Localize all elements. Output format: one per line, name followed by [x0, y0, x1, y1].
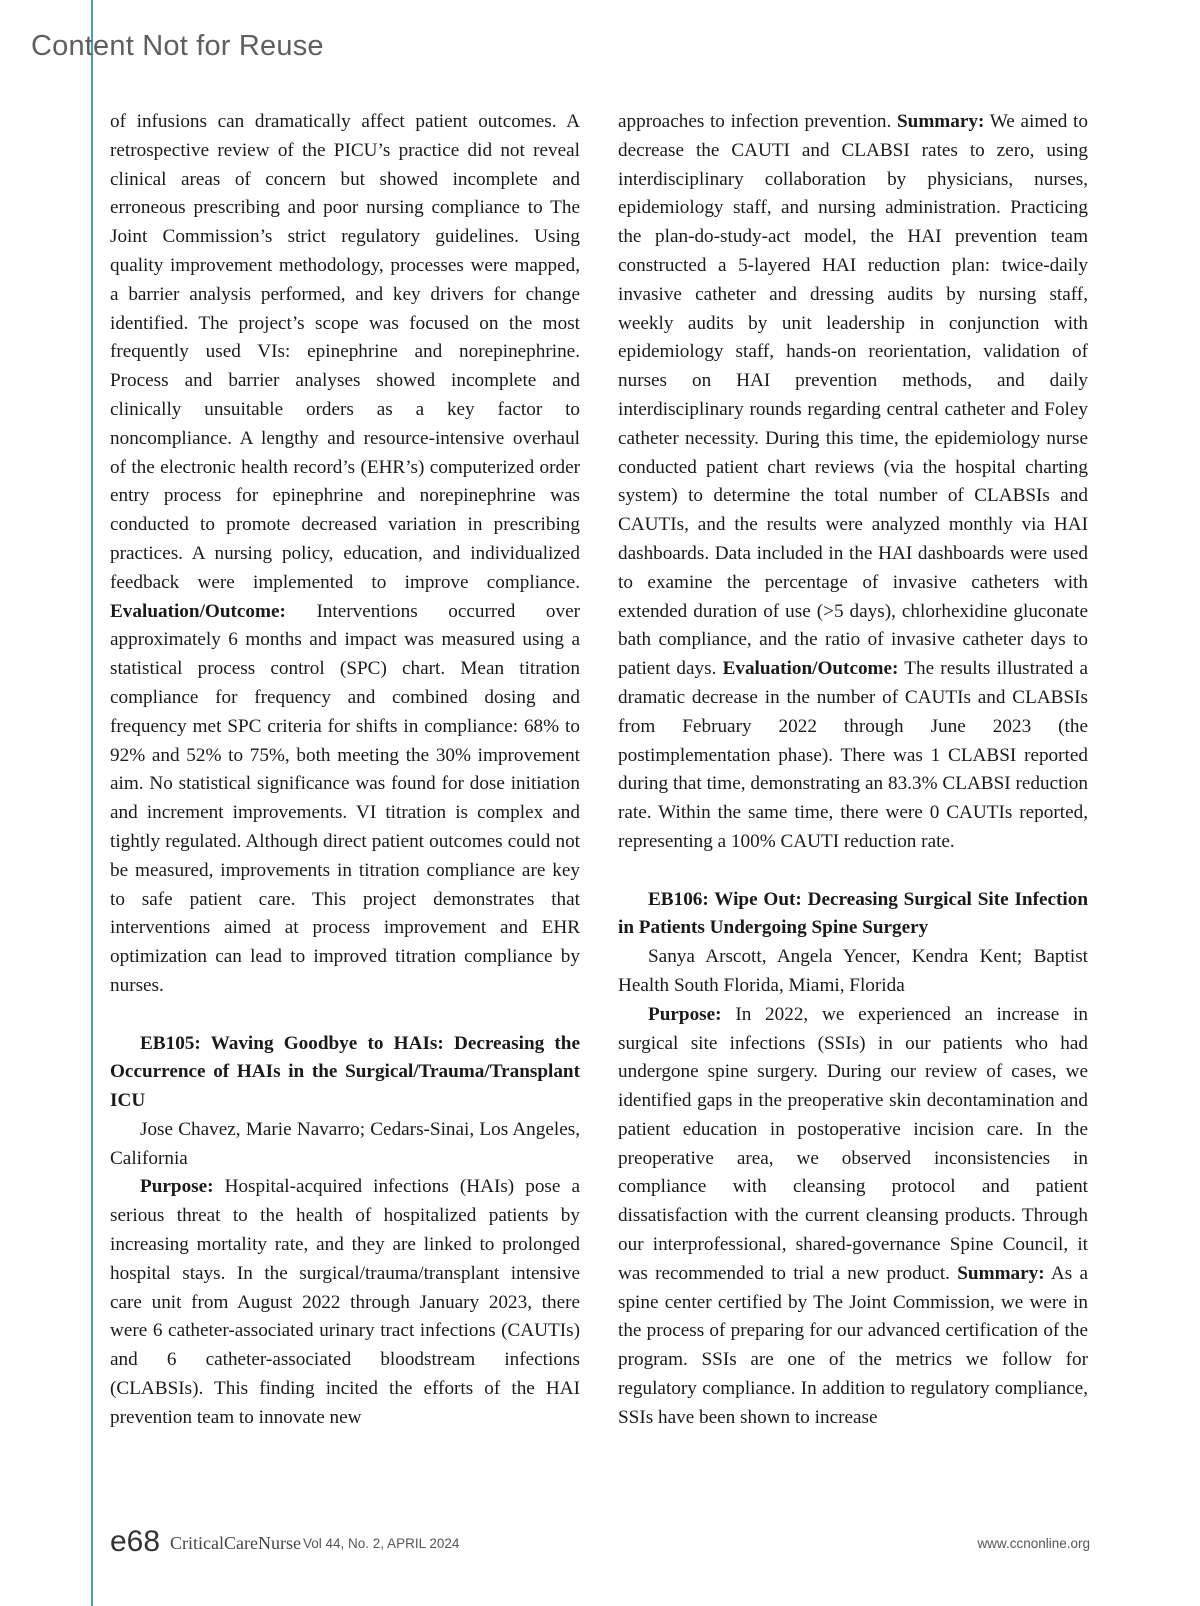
journal-name: CriticalCareNurse: [170, 1533, 301, 1553]
abstract-authors: Jose Chavez, Marie Navarro; Cedars-Sinai, Los Angeles, California: [110, 1118, 580, 1169]
body-text: approaches to infection prevention.: [618, 111, 897, 132]
body-text: of infusions can dramatically affect patient outcomes. A retrospective review of the PICU’s practice did not reveal clinical areas of concern but showed incomplete and erroneous prescribing and poor nursing compliance to The Joint Commission’s strict regulatory guidelines. Using quality improvement methodology, processes were mapped, a barrier analysis performed, and key drivers for change identified. The project’s scope was focused on the most frequently used VIs: epinephrine and norepinephrine. Process and barrier analyses showed incomplete and clinically unsuitable orders as a key factor to noncompliance. A lengthy and resource-intensive overhaul of the electronic health record’s (EHR’s) computerized order entry process for epinephrine and norepinephrine was conducted to promote decreased variation in prescribing practices. A nursing policy, education, and individualized feedback were implemented to improve compliance.: [110, 111, 580, 593]
section-label: Summary:: [896, 111, 985, 132]
section-label: Evaluation/Outcome:: [110, 600, 286, 622]
right-column: [618, 108, 1088, 1433]
margin-rule: [91, 0, 93, 1606]
section-label: Purpose:: [140, 1176, 214, 1198]
paragraph: [618, 1001, 1088, 1433]
body-text: Interventions occurred over approximately 6 months and impact was measured using a statistical process control (SPC) chart. Mean titration compliance for frequency and combined dosing and frequency met SPC criteria for shifts in compliance: 68% to 92% and 52% to 75%, both meeting the 30% improvement aim. No statistical significance was found for dose initiation and increment improvements. VI titration is complex and tightly regulated. Although direct patient outcomes could not be measured, improvements in titration compliance are key to safe patient care. This project demonstrates that interventions aimed at process improvement and EHR optimization can lead to improved titration compliance by nurses.: [110, 600, 580, 996]
watermark: Content Not for Reuse: [31, 30, 324, 62]
section-label: Summary:: [957, 1262, 1045, 1284]
paragraph: [110, 108, 580, 1001]
body-text: As a spine center certified by The Joint Commission, we were in the process of preparing for our advanced certification of the program. SSIs are one of the metrics we follow for regulatory compliance. In addition to regulatory compliance, SSIs have been shown to increase: [618, 1262, 1089, 1428]
body-text: In 2022, we experienced an increase in surgical site infections (SSIs) in our patients who had undergone spine surgery. During our review of cases, we identified gaps in the preoperative skin decontamination and patient education in postoperative incision care. In the preoperative area, we observed inconsistencies in compliance with cleansing protocol and patient dissatisfaction with the current cleansing products. Through our interprofessional, shared-governance Spine Council, it was recommended to trial a new product.: [618, 1003, 1088, 1284]
left-column: [110, 108, 580, 1433]
paragraph: [110, 1173, 580, 1432]
page-footer: [110, 1525, 1090, 1565]
section-label: Purpose:: [648, 1003, 722, 1025]
section-label: Evaluation/Outcome:: [722, 658, 899, 680]
abstract-title: EB106: Wipe Out: Decreasing Surgical Site Infection in Patients Undergoing Spine Surgery: [618, 888, 1088, 939]
body-text: Hospital-acquired infections (HAIs) pose a serious threat to the health of hospitalized patients by increasing mortality rate, and they are linked to prolonged hospital stays. In the surgical/trauma/transplant intensive care unit from August 2022 through January 2023, there were 6 catheter-associated urinary tract infections (CAUTIs) and 6 catheter-associated bloodstream infections (CLABSIs). This finding incited the efforts of the HAI prevention team to innovate new: [110, 1176, 580, 1428]
page-number: e68: [110, 1525, 161, 1558]
website-link[interactable]: www.ccnonline.org: [977, 1536, 1090, 1551]
abstract-title: EB105: Waving Goodbye to HAIs: Decreasing the Occurrence of HAIs in the Surgical/Trauma/Transplant ICU: [110, 1032, 580, 1112]
issue-info: Vol 44, No. 2, APRIL 2024: [303, 1536, 460, 1551]
paragraph: [618, 108, 1088, 857]
body-text: We aimed to decrease the CAUTI and CLABSI rates to zero, using interdisciplinary collaboration by physicians, nurses, epidemiology staff, and nursing administration. Practicing the plan-do-study-act model, the HAI prevention team constructed a 5-layered HAI reduction plan: twice-daily invasive catheter and dressing audits by nursing staff, weekly audits by unit leadership in conjunction with epidemiology staff, hands-on reorientation, validation of nurses on HAI prevention methods, and daily interdisciplinary rounds regarding central catheter and Foley catheter necessity. During this time, the epidemiology nurse conducted patient chart reviews (via the hospital charting system) to determine the total number of CLABSIs and CAUTIs, and the results were analyzed monthly via HAI dashboards. Data included in the HAI dashboards were used to examine the percentage of invasive catheters with extended duration of use (>5 days), chlorhexidine gluconate bath compliance, and the ratio of invasive catheter days to patient days.: [618, 111, 1088, 680]
abstract-authors: Sanya Arscott, Angela Yencer, Kendra Kent; Baptist Health South Florida, Miami, Florida: [618, 946, 1088, 996]
body-text: The results illustrated a dramatic decrease in the number of CAUTIs and CLABSIs from February 2022 through June 2023 (the postimplementation phase). There was 1 CLABSI reported during that time, demonstrating an 83.3% CLABSI reduction rate. Within the same time, there were 0 CAUTIs reported, representing a 100% CAUTI reduction rate.: [618, 658, 1089, 852]
